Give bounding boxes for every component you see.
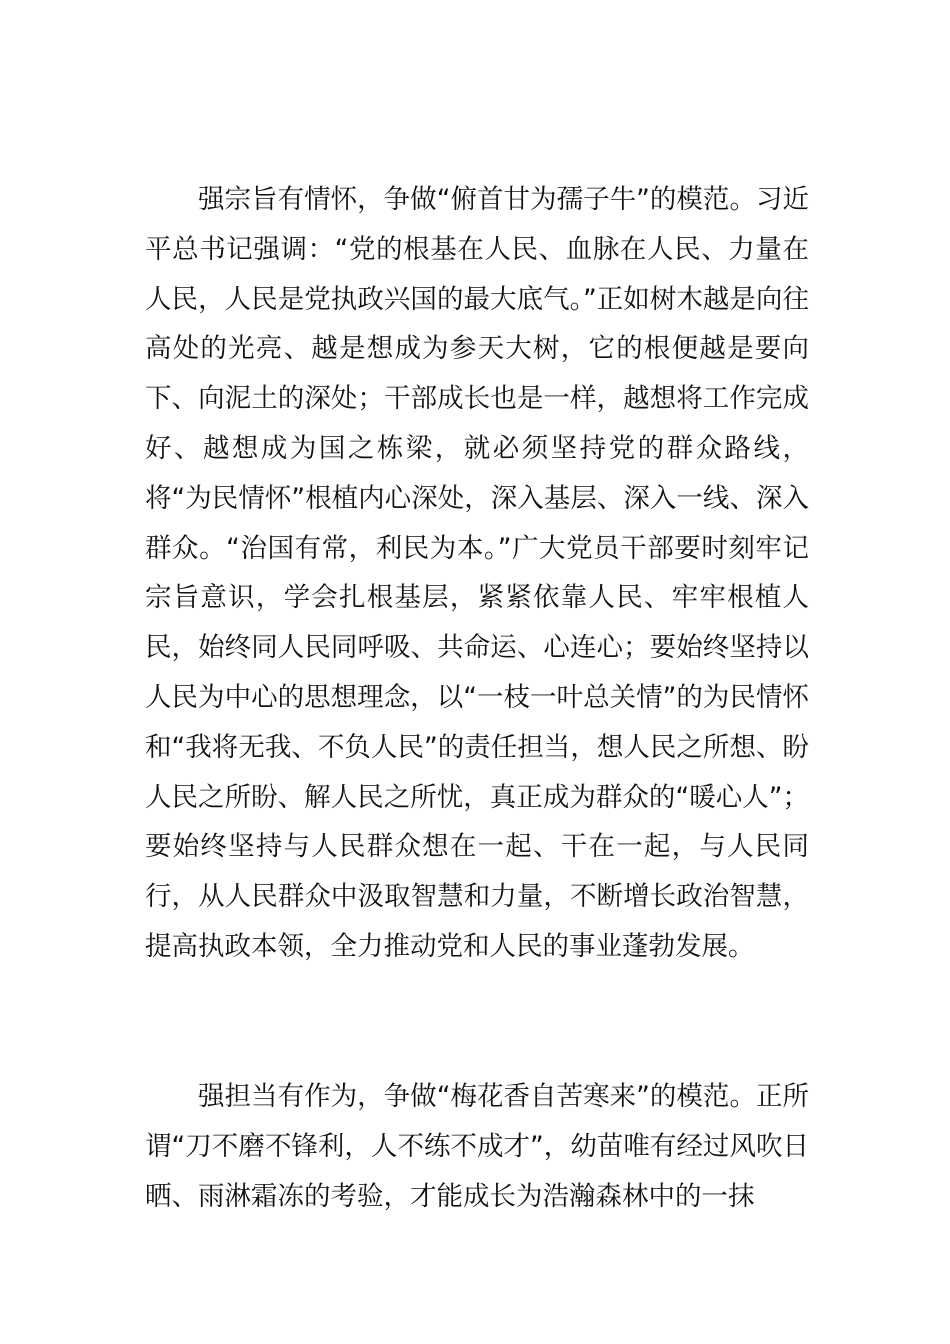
paragraph-people-centered: 强宗旨有情怀，争做“俯首甘为孺子牛”的模范。习近平总书记强调：“党的根基在人民、血脉在人民、力量在人民，人民是党执政兴国的最大底气。”正如树木越是向往高处的光亮、越是想成为参天大树，它的根便越是要向下、向泥土的深处；干部成长也是一样，越想将工作完成好、越想成为国之栋梁，就必须坚持党的群众路线，将“为民情怀”根植内心深处，深入基层、深入一线、深入群众。“治国有常，利民为本。”广大党员干部要时刻牢记宗旨意识，学会扎根基层，紧紧依靠人民、牢牢根植人民，始终同人民同呼吸、共命运、心连心；要始终坚持以人民为中心的思想理念，以“一枝一叶总关情”的为民情怀和“我将无我、不负人民”的责任担当，想人民之所想、盼人民之所盼、解人民之所忧，真正成为群众的“暖心人”；要始终坚持与人民群众想在一起、干在一起，与人民同行，从人民群众中汲取智慧和力量，不断增长政治智慧，提高执政本领，全力推动党和人民的事业蓬勃发展。	[145, 184, 809, 962]
paragraph-responsibility: 强担当有作为，争做“梅花香自苦寒来”的模范。正所谓“刀不磨不锋利，人不练不成才”，幼苗唯有经过风吹日晒、雨淋霜冻的考验，才能成长为浩瀚森林中的一抹	[145, 1081, 809, 1212]
